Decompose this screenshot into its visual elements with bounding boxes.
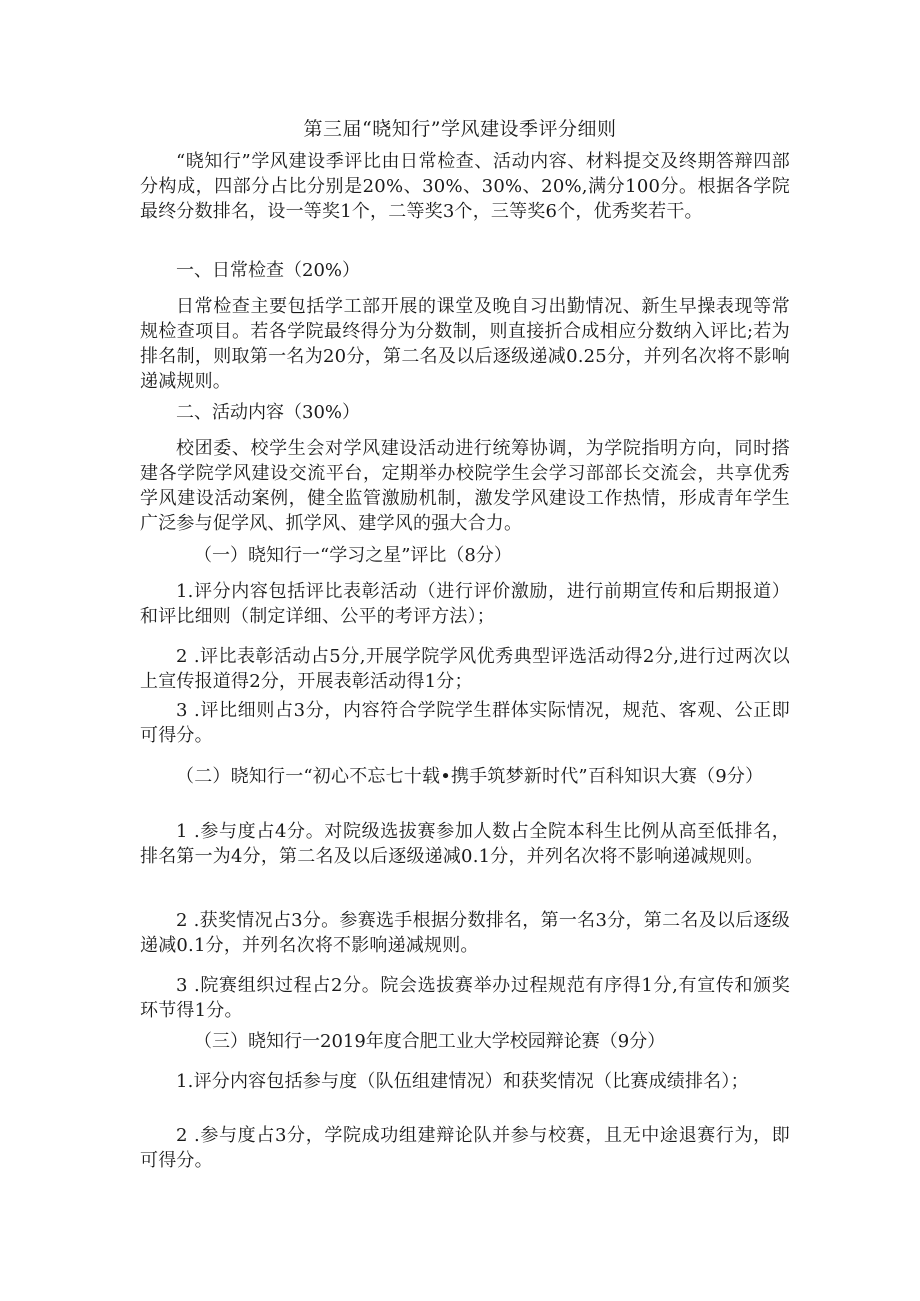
daily-check-paragraph — [140, 294, 790, 394]
intro-paragraph — [140, 149, 790, 224]
debate-item-2 — [140, 1123, 790, 1173]
knowledge-contest-item-1-text: 1 .参与度占4分。对院级选拔赛参加人数占全院本科生比例从高至低排名，排名第一为4分，第二名及以后逐级递减0.1分，并列名次将不影响递减规则。 — [140, 821, 790, 867]
section-heading-activities: 二、活动内容（30%） — [176, 402, 361, 423]
daily-check-text: 日常检查主要包括学工部开展的课堂及晚自习出勤情况、新生早操表现等常规检查项目。若各学院最终得分为分数制，则直接折合成相应分数纳入评比;若为排名制，则取第一名为20分，第二名及以后逐级递减0.25分，并列名次将不影响递减规则。 — [140, 296, 790, 392]
knowledge-contest-item-3-text: 3 .院赛组织过程占2分。院会选拔赛举办过程规范有序得1分,有宣传和颁奖环节得1分。 — [140, 975, 790, 1021]
study-star-item-1 — [140, 579, 790, 629]
study-star-item-3 — [140, 698, 790, 748]
study-star-item-2-text: 2 .评比表彰活动占5分,开展学院学风优秀典型评选活动得2分,进行过两次以上宣传报道得2分，开展表彰活动得1分； — [140, 646, 790, 692]
section-heading-daily-check: 一、日常检查（20%） — [176, 260, 361, 281]
knowledge-contest-item-3 — [140, 973, 790, 1023]
subsection-heading-study-star: （一）晓知行一“学习之星”评比（8分） — [194, 545, 512, 566]
subsection-heading-debate: （三）晓知行一2019年度合肥工业大学校园辩论赛（9分） — [194, 1031, 666, 1052]
debate-item-1-text: 1.评分内容包括参与度（队伍组建情况）和获奖情况（比赛成绩排名）； — [176, 1071, 749, 1092]
activities-text: 校团委、校学生会对学风建设活动进行统筹协调，为学院指明方向，同时搭建各学院学风建设交流平台，定期举办校院学生会学习部部长交流会，共享优秀学风建设活动案例，健全监管激励机制，激发学风建设工作热情，形成青年学生广泛参与促学风、抓学风、建学风的强大合力。 — [140, 438, 790, 534]
intro-text: “晓知行”学风建设季评比由日常检查、活动内容、材料提交及终期答辩四部分构成，四部分占比分别是20%、30%、30%、20%,满分100分。根据各学院最终分数排名，设一等奖1个，二等奖3个，三等奖6个，优秀奖若干。 — [140, 151, 790, 222]
knowledge-contest-heading-text: （二）晓知行一“初心不忘七十载•携手筑梦新时代”百科知识大赛（9分） — [176, 766, 764, 787]
document-title: 第三届“晓知行”学风建设季评分细则 — [303, 118, 617, 140]
study-star-item-3-text: 3 .评比细则占3分，内容符合学院学生群体实际情况，规范、客观、公正即可得分。 — [140, 700, 790, 746]
debate-item-1 — [140, 1069, 790, 1094]
study-star-item-2 — [140, 644, 790, 694]
debate-item-2-text: 2 .参与度占3分，学院成功组建辩论队并参与校赛，且无中途退赛行为，即可得分。 — [140, 1125, 790, 1171]
knowledge-contest-item-2 — [140, 908, 790, 958]
study-star-item-1-text: 1.评分内容包括评比表彰活动（进行评价激励，进行前期宣传和后期报道）和评比细则（制定详细、公平的考评方法）； — [140, 581, 790, 627]
knowledge-contest-item-1 — [140, 819, 790, 869]
activities-paragraph — [140, 436, 790, 536]
subsection-heading-knowledge-contest — [140, 764, 790, 789]
knowledge-contest-item-2-text: 2 .获奖情况占3分。参赛选手根据分数排名，第一名3分，第二名及以后逐级递减0.1分，并列名次将不影响递减规则。 — [140, 910, 790, 956]
